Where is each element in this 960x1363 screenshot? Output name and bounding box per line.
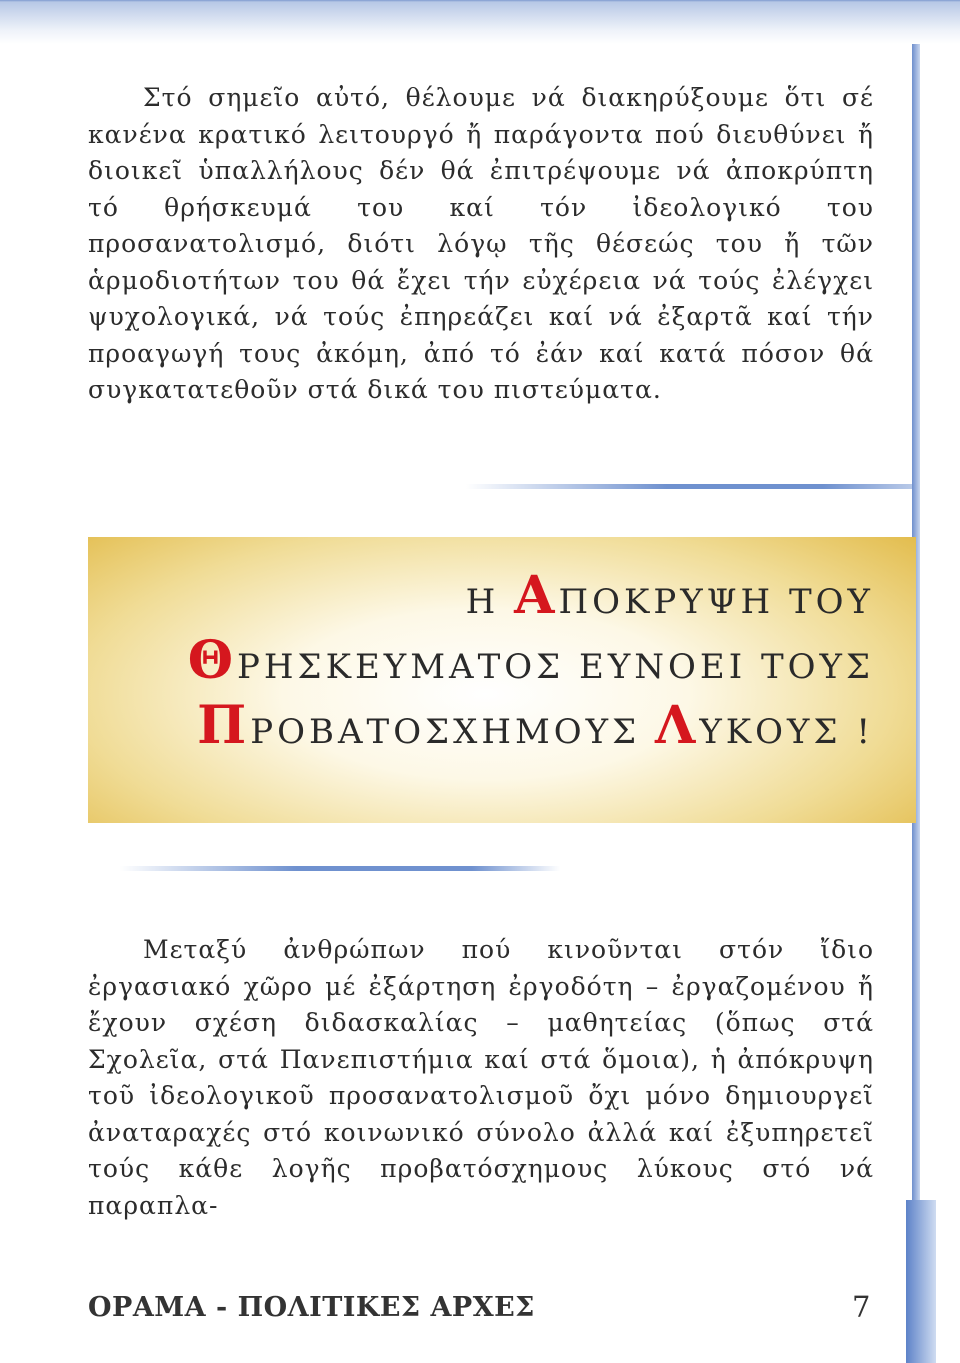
corner-decoration [906,1200,936,1363]
paragraph-2: Μεταξύ ἀνθρώπων πού κινοῦνται στόν ἴδιο ἐργασιακό χῶρο μέ ἐξάρτηση ἐργοδότη – ἐργαζομένου ἤ ἔχουν σχέση διδασκαλίας – μαθητείας (ὅπως στά Σχολεῖα, στά Πανεπιστήμια καί στά ὅμοια), ἡ ἀπόκρυψη τοῦ ἰδεολογικοῦ προσανατολισμοῦ ὄχι μόνο δημιουργεῖ ἀναταραχές στό κοινωνικό σύνολο ἀλλά καί ἐξυπηρετεῖ τούς κάθε λογῆς προβατόσχημους λύκους στό νά παραπλα- [88,935,874,1220]
divider-rule-bottom [120,866,560,871]
banner-line-2-rest: ΡΗΣΚΕΥΜΑΤΟΣ ΕΥΝΟΕΙ ΤΟΥΣ [237,647,874,687]
banner-initial-lambda: Λ [654,695,700,756]
banner-line-1-pre: Η [465,582,515,622]
banner-line-2 [188,630,874,691]
banner-initial-a: Α [514,565,559,626]
banner-initial-theta: Θ [187,630,238,691]
page-number: 7 [852,1290,871,1324]
banner-line-3 [197,695,874,756]
divider-rule-top [466,484,912,489]
banner-line-3-rest-2: ΥΚΟΥΣ ! [699,712,874,752]
headline-banner [88,537,916,823]
paragraph-1: Στό σημεῖο αὐτό, θέλουμε νά διακηρύξουμε ὅτι σέ κανένα κρατικό λειτουργό ἤ παράγοντα πού διευθύνει ἤ διοικεῖ ὑπαλλήλους δέν θά ἐπιτρέψουμε νά ἀποκρύπτη τό θρήσκευμά του καί τόν ἰδεολογικό του προσανατολισμό, διότι λόγῳ τῆς θέσεώς του ἤ τῶν ἁρμοδιοτήτων του θά ἔχει τήν εὐχέρεια νά τούς ἐλέγχει ψυχολογικά, νά τούς ἐπηρεάζει καί νά ἐξαρτᾶ καί τήν προαγωγή τους ἀκόμη, ἀπό τό ἐάν καί κατά πόσον θά συγκατατεθοῦν στά δικά του πιστεύματα. [88,83,874,404]
top-header-bar [0,0,960,44]
banner-initial-pi: Π [197,695,251,756]
banner-line-3-rest-1: ΡΟΒΑΤΟΣΧΗΜΟΥΣ [250,712,655,752]
footer-title: ΟΡΑΜΑ - ΠΟΛΙΤΙΚΕΣ ΑΡΧΕΣ [88,1292,535,1323]
banner-line-1-rest: ΠΟΚΡΥΨΗ ΤΟΥ [558,582,874,622]
banner-line-1 [466,565,874,626]
